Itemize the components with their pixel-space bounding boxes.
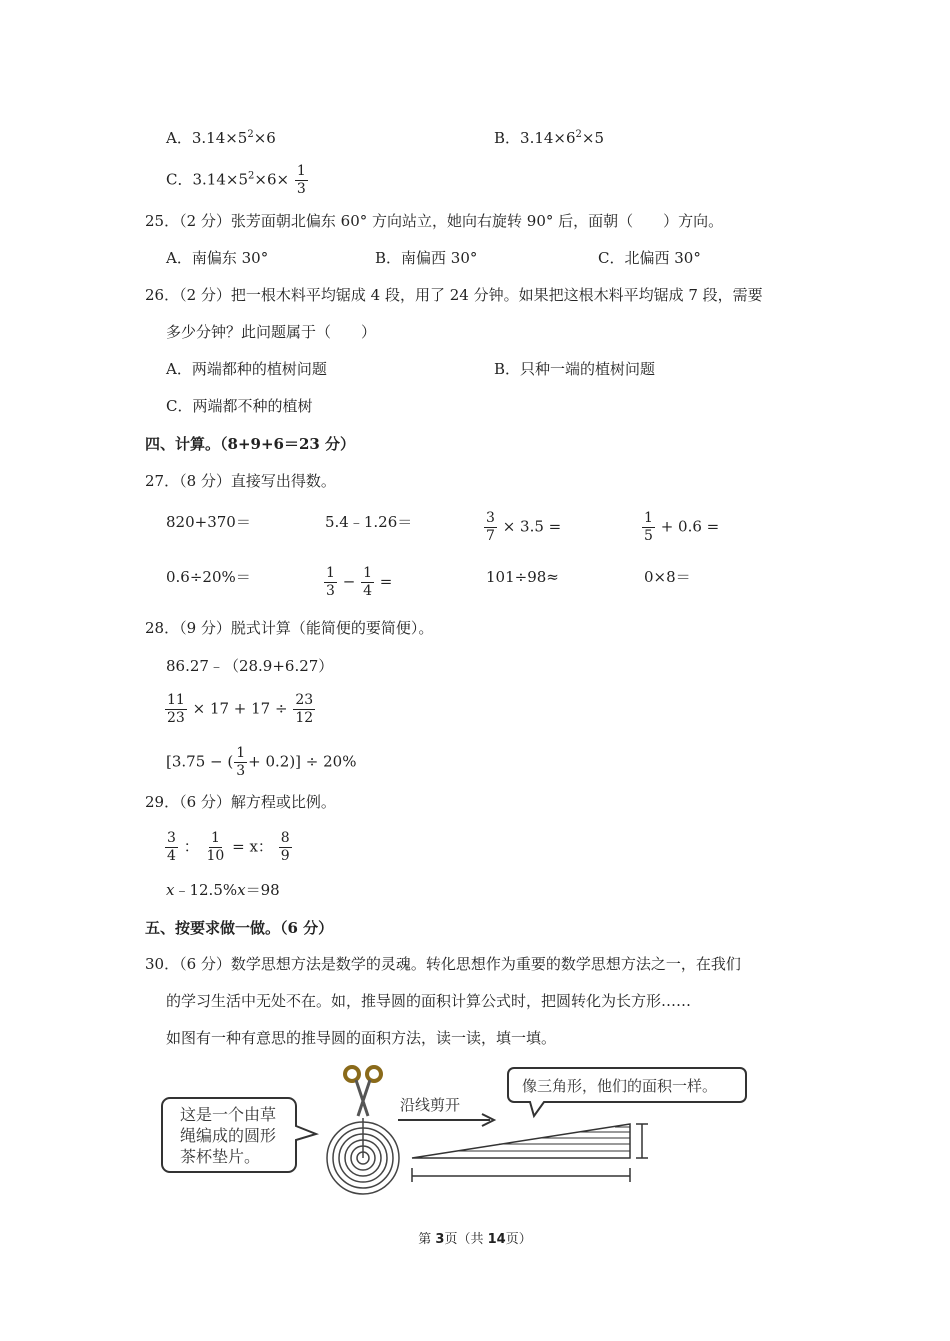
left-bubble-line2: 绳编成的圆形 (180, 1126, 277, 1145)
cut-label: 沿线剪开 (400, 1096, 461, 1114)
fraction: $\frac{1}{10}$ (206, 830, 225, 864)
q27-expr-7: 101÷98≈ (486, 568, 559, 586)
q25-stem: 25．（2 分）张芳面朝北偏东 60° 方向站立，她向右旋转 90° 后，面朝（ ）方向。 (145, 212, 724, 230)
q28-stem: 28．（9 分）脱式计算（能简便的要简便）。 (145, 619, 434, 637)
q26-option-a: A．两端都种的植树问题 (166, 360, 327, 378)
q28-expr-1: 86.27﹣（28.9+6.27） (166, 657, 334, 675)
fraction: $\frac{1}{4}$ (363, 565, 372, 599)
fraction: $\frac{1}{5}$ (644, 510, 653, 544)
fraction: $\frac{3}{7}$ (486, 510, 495, 544)
q25-option-b: B．南偏西 30° (375, 249, 478, 267)
fraction: $\frac{23}{12}$ (295, 692, 314, 726)
fraction: $\frac{1}{3}$ (296, 163, 306, 197)
fraction: $\frac{8}{9}$ (280, 830, 290, 864)
right-bubble-text: 像三角形，他们的面积一样。 (522, 1077, 718, 1095)
q28-expr-2: $\frac{11}{23}$ × 17 + 17 ÷ $\frac{23}{12}$ (167, 692, 314, 726)
q25-option-c: C．北偏西 30° (598, 249, 701, 267)
q27-expr-1: 820+370＝ (166, 513, 251, 531)
q27-expr-3: $\frac{3}{7}$ × 3.5 = (486, 510, 562, 544)
q30-line1: 30．（6 分）数学思想方法是数学的灵魂。转化思想作为重要的数学思想方法之一，在我们 (145, 955, 741, 973)
fraction: $\frac{3}{4}$ (167, 830, 176, 864)
q28-expr-3: [3.75 − ( $\frac{1}{3}$ + 0.2)] ÷ 20% (166, 745, 357, 779)
left-bubble-line3: 茶杯垫片。 (180, 1147, 261, 1166)
fraction: $\frac{11}{23}$ (167, 692, 185, 726)
q25-option-a: A．南偏东 30° (166, 249, 269, 267)
section4-title: 四、计算。（8+9+6＝23 分） (145, 435, 356, 453)
q29-stem: 29．（6 分）解方程或比例。 (145, 793, 336, 811)
q27-stem: 27．（8 分）直接写出得数。 (145, 472, 336, 490)
section5-title: 五、按要求做一做。（6 分） (145, 919, 334, 937)
q26-option-c: C．两端都不种的植树 (166, 397, 313, 415)
q26-stem-line1: 26．（2 分）把一根木料平均锯成 4 段，用了 24 分钟。如果把这根木料平均锯成 7 段，需要 (145, 286, 763, 304)
q24-option-a: A．$3.14\times 5^2\times 6$ (166, 129, 276, 147)
q24-option-c: C．$3.14\times 5^2\times 6\times$ $\frac{1}{3}$ (166, 163, 306, 197)
q30-line3: 如图有一种有意思的推导圆的面积方法，读一读，填一填。 (166, 1029, 557, 1047)
q26-option-b: B．只种一端的植树问题 (494, 360, 656, 378)
q27-expr-5: 0.6÷20%＝ (166, 568, 251, 586)
q27-expr-4: $\frac{1}{5}$ + 0.6 = (644, 510, 720, 544)
q30-line2: 的学习生活中无处不在。如，推导圆的面积计算公式时，把圆转化为长方形…… (166, 992, 692, 1010)
left-bubble-line1: 这是一个由草 (180, 1105, 277, 1124)
scissors-icon (345, 1067, 381, 1081)
q27-expr-6: $\frac{1}{3}$ − $\frac{1}{4}$ = (326, 565, 393, 599)
q27-expr-2: 5.4﹣1.26＝ (325, 513, 413, 531)
q27-expr-8: 0×8＝ (644, 568, 691, 586)
fraction: $\frac{1}{3}$ (326, 565, 335, 599)
q29-expr-1: $\frac{3}{4}$ ： $\frac{1}{10}$ = x： $\frac{8}{9}$ (167, 830, 290, 864)
fraction: $\frac{1}{3}$ (236, 745, 246, 779)
q26-stem-line2: 多少分钟？此问题属于（ ） (166, 323, 377, 341)
page-footer: 第 3页（共 14页） (418, 1232, 532, 1247)
q29-expr-2: x﹣12.5%x＝98 (166, 881, 280, 899)
q30-figure (160, 1058, 760, 1203)
striped-triangle (412, 1124, 630, 1158)
q24-option-b: B．$3.14\times 6^2\times 5$ (494, 129, 605, 147)
